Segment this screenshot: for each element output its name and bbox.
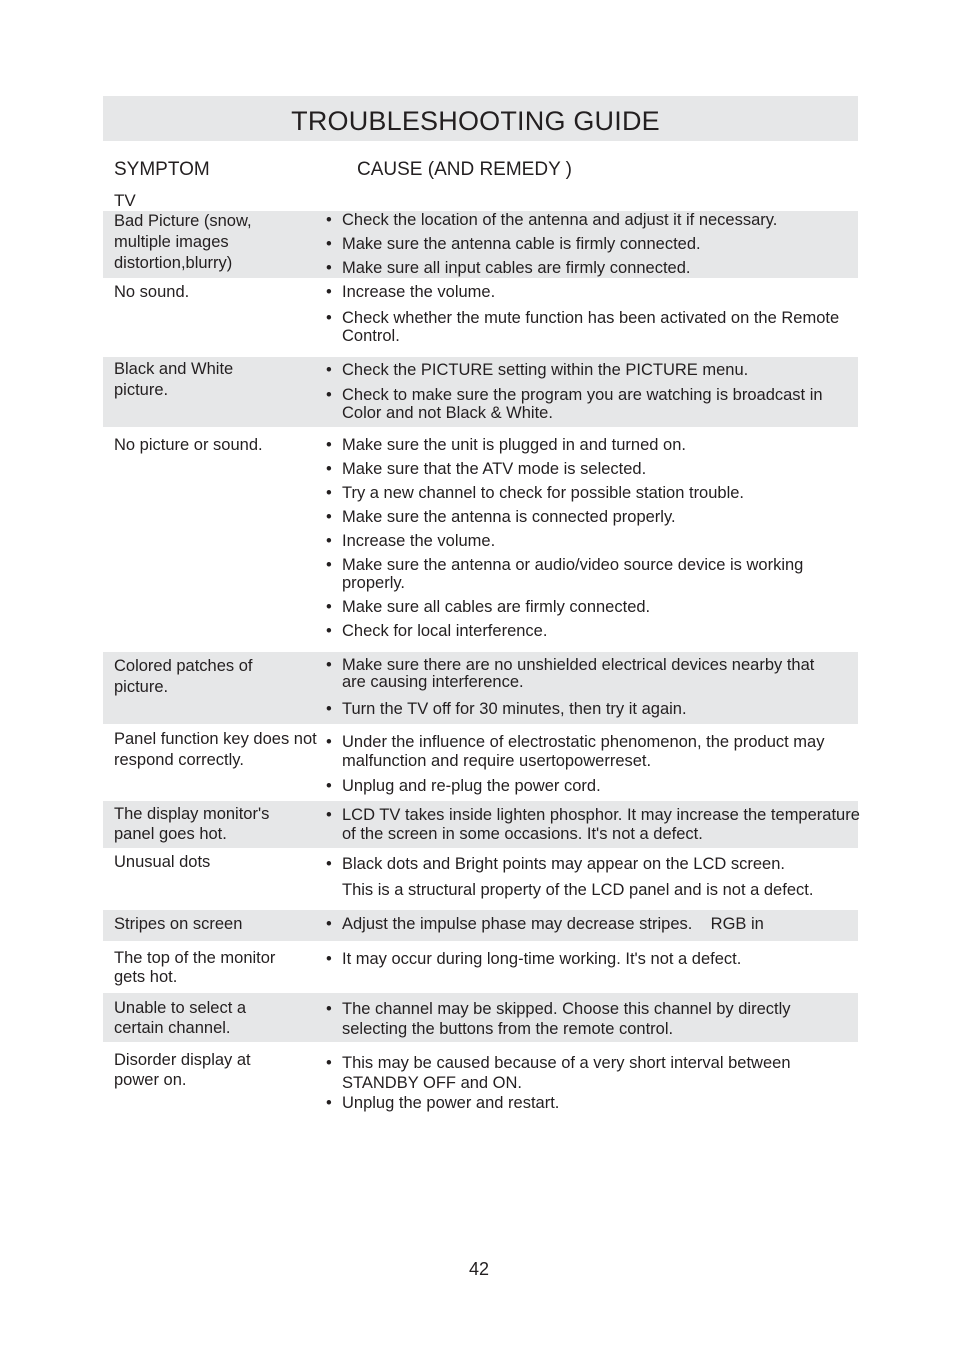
symptom-cell: Disorder display at power on. — [114, 1051, 251, 1089]
cause-item: • Make sure the antenna or audio/video source device is working properly. — [323, 556, 832, 592]
cause-list — [323, 915, 863, 939]
table-row — [103, 945, 858, 991]
cause-item: • Make sure the antenna cable is firmly connected. — [323, 235, 863, 253]
table-row — [103, 993, 858, 1042]
symptom-cell: Colored patches of picture. — [114, 657, 253, 696]
symptom-cell: The display monitor's panel goes hot. — [114, 805, 270, 843]
category-label: TV — [114, 191, 136, 210]
table-row — [103, 431, 858, 649]
cause-item: • Unplug the power and restart. — [323, 1094, 863, 1112]
table-row — [103, 652, 858, 724]
table-row — [103, 1046, 858, 1116]
cause-item: • Under the influence of electrostatic phenomenon, the product may malfunction and require usertopowerreset. — [323, 733, 847, 771]
cause-item: • LCD TV takes inside lighten phosphor. It may increase the temperature of the screen in some occasions. It's not a defect. — [323, 806, 862, 844]
cause-item: • Turn the TV off for 30 minutes, then try it again. — [323, 700, 863, 718]
symptom-cell: Stripes on screen — [114, 915, 243, 933]
cause-item: • Check to make sure the program you are watching is broadcast in Color and not Black & White. — [323, 386, 863, 422]
symptom-cell: No picture or sound. — [114, 436, 263, 454]
cause-item: • This may be caused because of a very short interval between STANDBY OFF and ON. — [323, 1053, 812, 1093]
cause-item: • Check the location of the antenna and adjust it if necessary. — [323, 211, 863, 229]
symptom-cell: Unusual dots — [114, 853, 211, 871]
symptom-cell: Bad Picture (snow, multiple images distortion,blurry) — [114, 212, 252, 272]
cause-item: • Check the PICTURE setting within the PICTURE menu. — [323, 361, 863, 379]
cause-list — [323, 1053, 863, 1118]
cause-item: • Check whether the mute function has been activated on the Remote Control. — [323, 309, 842, 345]
cause-list — [323, 657, 863, 724]
cause-item: • Make sure the antenna is connected properly. — [323, 508, 863, 526]
table-row — [103, 851, 858, 909]
symptom-cell: The top of the monitor gets hot. — [114, 949, 276, 986]
cause-list — [323, 733, 863, 801]
cause-list — [323, 283, 863, 351]
title-bar — [103, 96, 858, 141]
cause-list — [323, 999, 863, 1045]
cause-item: • Make sure the unit is plugged in and turned on. — [323, 436, 863, 454]
cause-item: • Make sure all cables are firmly connected. — [323, 598, 863, 616]
cause-list — [323, 361, 863, 428]
cause-item: • Try a new channel to check for possible station trouble. — [323, 484, 863, 502]
cause-column-header: CAUSE (AND REMEDY ) — [357, 159, 573, 180]
table-row — [103, 910, 858, 941]
symptom-cell: Black and White picture. — [114, 360, 234, 399]
cause-list — [323, 436, 863, 646]
table-row — [103, 727, 858, 799]
cause-item: • Black dots and Bright points may appear on the LCD screen. — [323, 855, 863, 873]
table-row — [103, 282, 858, 354]
table-row — [103, 357, 858, 427]
cause-item: • Increase the volume. — [323, 532, 863, 550]
table-row — [103, 801, 858, 848]
symptom-cell: No sound. — [114, 283, 190, 301]
page-title: TROUBLESHOOTING GUIDE — [291, 106, 660, 136]
cause-item: • Make sure all input cables are firmly connected. — [323, 259, 863, 277]
cause-item: • The channel may be skipped. Choose this channel by directly selecting the buttons from the remote control. — [323, 999, 842, 1039]
symptom-column-header: SYMPTOM — [114, 159, 210, 180]
cause-item: • Make sure there are no unshielded electrical devices nearby that are causing interference. — [323, 657, 842, 691]
symptom-cell: Unable to select a certain channel. — [114, 999, 247, 1037]
table-row — [103, 211, 858, 278]
cause-list — [323, 855, 863, 905]
cause-item: • It may occur during long-time working. It's not a defect. — [323, 950, 863, 968]
symptom-cell: Panel function key does not respond correctly. — [114, 730, 317, 769]
cause-item: • Increase the volume. — [323, 283, 863, 301]
cause-item: • Unplug and re-plug the power cord. — [323, 777, 863, 795]
cause-list — [323, 950, 863, 974]
cause-item: • Check for local interference. — [323, 622, 863, 640]
cause-list — [323, 211, 863, 283]
cause-item: • Make sure that the ATV mode is selected. — [323, 460, 863, 478]
page-number: 42 — [468, 1259, 490, 1279]
cause-list — [323, 806, 863, 850]
cause-item: This is a structural property of the LCD panel and is not a defect. — [342, 881, 814, 899]
cause-item: • Adjust the impulse phase may decrease stripes. RGB in — [323, 915, 863, 933]
